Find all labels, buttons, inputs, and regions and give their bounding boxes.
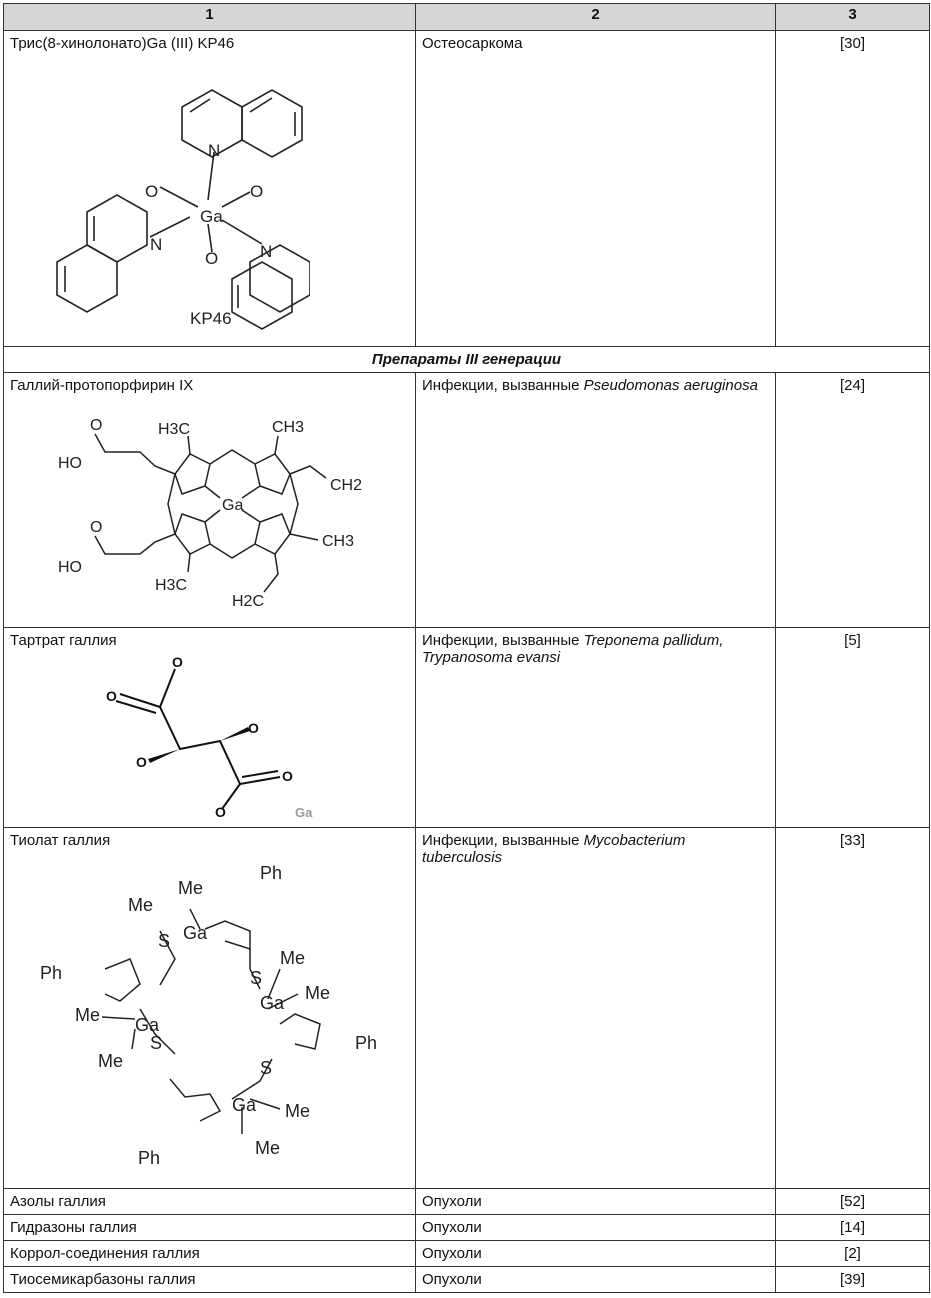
thiolate-structure	[10, 849, 400, 1179]
atom-o: O	[145, 182, 159, 201]
atom-n: N	[260, 242, 273, 261]
header-col-3: 3	[776, 4, 930, 31]
group-ph: Ph	[355, 1033, 378, 1053]
group-me: Me	[178, 878, 204, 898]
atom-o: O	[172, 654, 183, 670]
reference-cell: [33]	[776, 828, 930, 1189]
reference-cell: [30]	[776, 31, 930, 347]
group-ch3: CH3	[272, 419, 305, 436]
atom-ga: Ga	[295, 805, 313, 819]
header-row	[4, 4, 930, 31]
group-me: Me	[285, 1101, 311, 1121]
indication-cell: Опухоли	[416, 1241, 776, 1267]
group-me: Me	[75, 1005, 101, 1025]
pathogen-name: Pseudomonas aeruginosa	[583, 377, 758, 394]
group-ph: Ph	[40, 963, 63, 983]
reference-cell: [5]	[776, 628, 930, 828]
reference-cell: [24]	[776, 373, 930, 628]
indication-prefix: Инфекции, вызванные	[422, 632, 584, 649]
atom-o: O	[90, 417, 103, 434]
header-col-1: 1	[4, 4, 416, 31]
tartrate-structure	[10, 649, 330, 819]
table-row	[4, 1241, 930, 1267]
table-row	[4, 628, 930, 828]
table-row	[4, 1189, 930, 1215]
reference-cell: [52]	[776, 1189, 930, 1215]
group-h2c: H2C	[232, 593, 265, 610]
indication-prefix: Инфекции, вызванные	[422, 832, 584, 849]
compound-name: Галлий-протопорфирин IX	[10, 377, 194, 394]
table-row	[4, 1267, 930, 1293]
atom-o: O	[205, 249, 219, 268]
compound-cell	[4, 373, 416, 628]
atom-ga: Ga	[232, 1095, 257, 1115]
atom-o: O	[248, 720, 259, 736]
group-ch3: CH3	[322, 533, 355, 550]
indication-cell	[416, 373, 776, 628]
group-ho: HO	[58, 455, 82, 472]
atom-s: S	[260, 1058, 273, 1078]
data-table	[3, 3, 930, 1293]
atom-o: O	[282, 768, 293, 784]
group-me: Me	[255, 1138, 281, 1158]
group-ph: Ph	[138, 1148, 161, 1168]
group-ho: HO	[58, 559, 82, 576]
atom-ga: Ga	[260, 993, 285, 1013]
table-row	[4, 31, 930, 347]
compound-name: Тиолат галлия	[10, 832, 111, 849]
atom-ga: Ga	[183, 923, 208, 943]
section-row	[4, 347, 930, 373]
compound-cell	[4, 828, 416, 1189]
header-col-2: 2	[416, 4, 776, 31]
compound-name: Трис(8-хинолонато)Ga (III) KP46	[10, 35, 235, 52]
group-me: Me	[128, 895, 154, 915]
table-row	[4, 1215, 930, 1241]
group-h3c: H3C	[155, 577, 188, 594]
pathogen-name: Treponema pallidum, Trypanosoma evansi	[422, 632, 724, 666]
compound-name: Тиосемикарбазоны галлия	[4, 1267, 416, 1293]
indication-cell: Опухоли	[416, 1267, 776, 1293]
protoporphyrin-structure	[10, 394, 400, 619]
atom-n: N	[208, 141, 221, 160]
section-title: Препараты III генерации	[4, 347, 930, 373]
atom-s: S	[150, 1033, 163, 1053]
reference-cell: [39]	[776, 1267, 930, 1293]
indication-cell: Опухоли	[416, 1189, 776, 1215]
indication-cell: Остеосаркома	[416, 31, 776, 347]
group-me: Me	[280, 948, 306, 968]
atom-n: N	[150, 235, 163, 254]
atom-s: S	[250, 968, 263, 988]
table-row	[4, 828, 930, 1189]
atom-ga: Ga	[222, 497, 244, 514]
atom-s: S	[158, 931, 171, 951]
group-ch2: CH2	[330, 477, 363, 494]
indication-cell: Опухоли	[416, 1215, 776, 1241]
reference-cell: [2]	[776, 1241, 930, 1267]
indication-cell	[416, 628, 776, 828]
kp46-structure	[10, 52, 310, 332]
compound-cell	[4, 628, 416, 828]
atom-o: O	[250, 182, 264, 201]
atom-o: O	[136, 754, 147, 770]
table-row	[4, 373, 930, 628]
atom-o: O	[215, 804, 226, 819]
group-h3c: H3C	[158, 421, 191, 438]
compound-name: Тартрат галлия	[10, 632, 117, 649]
atom-o: O	[90, 519, 103, 536]
indication-cell	[416, 828, 776, 1189]
indication-prefix: Инфекции, вызванные	[422, 377, 584, 394]
atom-ga: Ga	[135, 1015, 160, 1035]
pathogen-name: Mycobacterium tuberculosis	[422, 832, 686, 866]
compound-name: Коррол-соединения галлия	[4, 1241, 416, 1267]
compound-name: Гидразоны галлия	[4, 1215, 416, 1241]
group-me: Me	[305, 983, 331, 1003]
group-me: Me	[98, 1051, 124, 1071]
atom-ga: Ga	[200, 207, 223, 226]
group-ph: Ph	[260, 863, 283, 883]
structure-label: KP46	[190, 309, 232, 328]
compound-name: Азолы галлия	[4, 1189, 416, 1215]
atom-o: O	[106, 688, 117, 704]
reference-cell: [14]	[776, 1215, 930, 1241]
compound-cell	[4, 31, 416, 347]
